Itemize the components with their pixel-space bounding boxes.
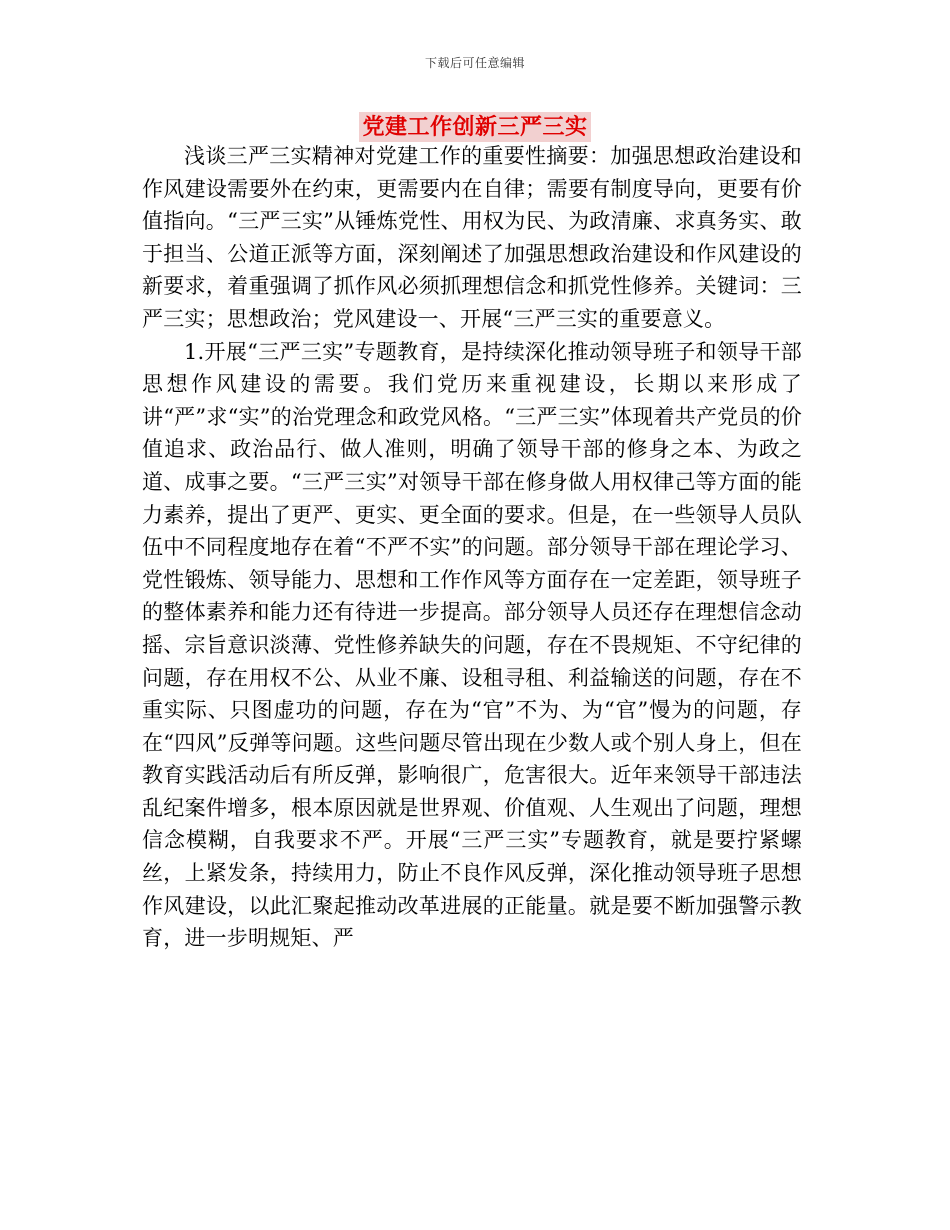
paragraph-abstract: 浅谈三严三实精神对党建工作的重要性摘要：加强思想政治建设和作风建设需要外在约束，更需要内在自律；需要有制度导向，更要有价值指向。“三严三实”从锤炼党性、用权为民、为政清廉、求真务实、敢于担当、公道正派等方面，深刻阐述了加强思想政治建设和作风建设的新要求，着重强调了抓作风必须抓理想信念和抓党性修养。关键词：三严三实；思想政治；党风建设一、开展“三严三实的重要意义。 — [142, 144, 802, 331]
title-container — [0, 112, 950, 142]
paragraph-section-1: 1.开展“三严三实”专题教育，是持续深化推动领导班子和领导干部思想作风建设的需要。我们党历来重视建设，长期以来形成了讲“严”求“实”的治党理念和政党风格。“三严三实”体现着共产党员的价值追求、政治品行、做人准则，明确了领导干部的修身之本、为政之道、成事之要。“三严三实”对领导干部在修身做人用权律己等方面的能力素养，提出了更严、更实、更全面的要求。但是，在一些领导人员队伍中不同程度地存在着“不严不实”的问题。部分领导干部在理论学习、党性锻炼、领导能力、思想和工作作风等方面存在一定差距，领导班子的整体素养和能力还有待进一步提高。部分领导人员还存在理想信念动摇、宗旨意识淡薄、党性修养缺失的问题，存在不畏规矩、不守纪律的问题，存在用权不公、从业不廉、设租寻租、利益输送的问题，存在不重实际、只图虚功的问题，存在为“官”不为、为“官”慢为的问题，存在“四风”反弹等问题。这些问题尽管出现在少数人或个别人身上，但在教育实践活动后有所反弹，影响很广，危害很大。近年来领导干部违法乱纪案件增多，根本原因就是世界观、价值观、人生观出了问题，理想信念模糊，自我要求不严。开展“三严三实”专题教育，就是要拧紧螺丝，上紧发条，持续用力，防止不良作风反弹，深化推动领导班子思想作风建设，以此汇聚起推动改革进展的正能量。就是要不断加强警示教育，进一步明规矩、严 — [142, 339, 802, 951]
header-note: 下载后可任意编辑 — [424, 56, 525, 70]
document-body — [142, 140, 802, 955]
document-title: 党建工作创新三严三实 — [359, 112, 590, 142]
